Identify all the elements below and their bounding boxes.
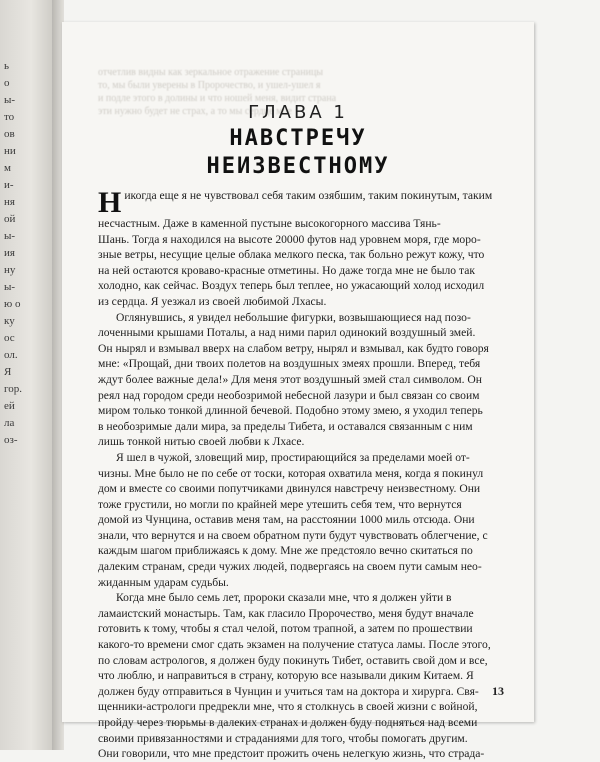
text-line: мне: «Прощай, дни твоих полетов на воздушных змеях прошли. Вперед, тебя bbox=[98, 357, 481, 371]
chapter-label: ГЛАВА 1 bbox=[248, 102, 348, 123]
left-page-fragment: ой bbox=[4, 213, 16, 225]
text-line: Оглянувшись, я увидел небольшие фигурки, возвышающиеся над позо- bbox=[116, 310, 471, 324]
text-line: каждым шагом приближаясь к дому. Мне же предстояло вечно скитаться по bbox=[98, 544, 473, 558]
left-page-fragment: ю о bbox=[4, 298, 21, 310]
text-line: дом и вместе со своими попутчиками двинулся навстречу неизвестному. Они bbox=[98, 482, 481, 496]
text-line: жиданным ударам судьбы. bbox=[98, 575, 229, 589]
left-page-fragment: ку bbox=[4, 315, 15, 327]
text-line: Они говорили, что мне предстоит прожить очень нелегкую жизнь, что страда- bbox=[98, 747, 485, 761]
bleed-line: отчетлив видны как зеркальное отражение страницы bbox=[98, 67, 324, 78]
text-line: готовить к тому, чтобы я стал челой, потом трапной, а затем по прошествии bbox=[98, 622, 473, 636]
text-line: Шань. Тогда я находился на высоте 20000 футов над уровнем моря, где моро- bbox=[98, 232, 481, 246]
text-line-content: икогда еще я не чувствовал себя таким озябшим, таким покинутым, таким bbox=[124, 189, 493, 202]
text-line: лоченными крышами Поталы, а над ними парил одинокий воздушный змей. bbox=[98, 326, 476, 340]
text-line: далеким странам, среди чужих людей, подвергаясь на своем пути самым неo- bbox=[98, 560, 482, 574]
text-line: на ней остаются кроваво-красные отметины. Но даже тогда мне не было так bbox=[98, 263, 475, 277]
text-line: своими привязанностями и страданиями для того, чтобы помогать другим. bbox=[98, 731, 468, 745]
text-line: зные ветры, несущие целые облака мелкого песка, так больно режут кожу, что bbox=[98, 248, 485, 262]
text-line: ламаистский монастырь. Там, как гласило Пророчество, меня будут вначале bbox=[98, 606, 474, 620]
page-number: 13 bbox=[492, 684, 504, 698]
left-page-fragment: м bbox=[4, 162, 11, 174]
text-line: Когда мне было семь лет, пророки сказали мне, что я должен уйти в bbox=[116, 591, 452, 605]
left-page-fragment: ов bbox=[4, 128, 15, 140]
left-page-fragment: ь bbox=[4, 60, 10, 72]
left-page-fragment: ол. bbox=[4, 349, 18, 361]
left-page-fragment: ы- bbox=[4, 94, 16, 106]
text-line: Он нырял и взмывал вверх на слабом ветру, нырял и взмывал, как будто говоря bbox=[98, 341, 489, 355]
left-page-fragment: о bbox=[4, 77, 10, 89]
text-line: в необозримые дали мира, за пределы Тибета, и оставался связанным с ним bbox=[98, 419, 473, 433]
chapter-title-line-1: НАВСТРЕЧУ bbox=[229, 126, 367, 151]
adjacent-left-page bbox=[0, 0, 52, 750]
left-page-fragment: и- bbox=[4, 179, 14, 191]
text-line: тоже грустили, но могли по крайней мере утешить себя тем, что вернутся bbox=[98, 497, 462, 511]
paragraph bbox=[98, 590, 504, 762]
text-line: лишь тонкой нитью своей любви к Лхасе. bbox=[98, 435, 305, 449]
text-line: реял над городом среди необозримой небесной лазури и был связан со своим bbox=[98, 388, 480, 402]
text-line: щенники-астрологи предрекли мне, что я столкнусь в своей жизни с войной, bbox=[98, 700, 478, 714]
text-line: миром только тонкой длинной бечевой. Подобно этому змею, я уходил теперь bbox=[98, 404, 483, 418]
bleed-line: и подле этого в долины и что ношей меня, видит страна bbox=[98, 93, 337, 104]
left-page-fragment: Я bbox=[4, 366, 12, 378]
left-page-fragment: гор. bbox=[4, 383, 22, 395]
text-line: несчастным. Даже в каменной пустыне высокогорного массива Тянь- bbox=[98, 217, 441, 230]
text-line: из сердца. Я уезжал из своей любимой Лхасы. bbox=[98, 294, 327, 308]
text-line: что люблю, и направиться в страну, которую все называли диким Китаем. Я bbox=[98, 669, 474, 683]
left-page-fragment: оз- bbox=[4, 434, 18, 446]
paragraph bbox=[98, 450, 504, 590]
left-page-fragment: то bbox=[4, 111, 15, 123]
drop-cap: Н bbox=[98, 188, 122, 216]
text-line: по словам астрологов, я должен буду покинуть Тибет, оставить свой дом и все, bbox=[98, 653, 488, 667]
bleed-line: то, мы были уверены в Пророчество, и ушел-ушел я bbox=[98, 80, 321, 91]
left-page-fragment: ия bbox=[4, 247, 15, 259]
paragraph bbox=[98, 188, 504, 310]
text-line: чизны. Мне было не по себе от тоски, которая охватила меня, когда я покинул bbox=[98, 466, 484, 480]
text-line: пройду через тюрьмы в далеких странах и должен буду подняться над всеми bbox=[98, 716, 478, 729]
text-line bbox=[98, 188, 504, 216]
left-page-fragment: ну bbox=[4, 264, 16, 276]
left-page-fragment: ня bbox=[4, 196, 15, 208]
left-page-fragment: ей bbox=[4, 400, 15, 412]
left-page-fragment: ни bbox=[4, 145, 16, 157]
text-line: холодно, как сейчас. Воздух теперь был теплее, но ужасающий холод исходил bbox=[98, 279, 485, 293]
paragraph bbox=[98, 310, 504, 450]
text-line: домой из Чунцина, оставив меня там, на расстоянии 1000 миль отсюда. Они bbox=[98, 513, 475, 527]
left-page-fragment: ы- bbox=[4, 281, 16, 293]
text-line: Я шел в чужой, зловещий мир, простирающийся за пределами моей от- bbox=[116, 450, 470, 464]
text-line: должен буду отправиться в Чунцин и учиться там на доктора и хирурга. Свя- bbox=[98, 684, 479, 698]
text-line: какого-то времени смог сдать экзамен на получение статуса ламы. После этого, bbox=[98, 638, 491, 652]
left-page-fragment: ос bbox=[4, 332, 15, 344]
bleed-line: эти нужно будет не страх, а то мы сердце мое bbox=[98, 106, 292, 117]
left-page-fragment: ла bbox=[4, 417, 15, 429]
left-page-fragment: ы- bbox=[4, 230, 16, 242]
book-page bbox=[62, 22, 534, 761]
chapter-title-line-2: НЕИЗВЕСТНОМУ bbox=[206, 154, 390, 179]
text-line: знали, что вернутся и на своем обратном пути будут чувствовать облегчение, с bbox=[98, 528, 488, 542]
chapter-body bbox=[98, 188, 504, 762]
text-line: ждут более важные дела!» Для меня этот воздушный змей стал символом. Он bbox=[98, 372, 482, 386]
